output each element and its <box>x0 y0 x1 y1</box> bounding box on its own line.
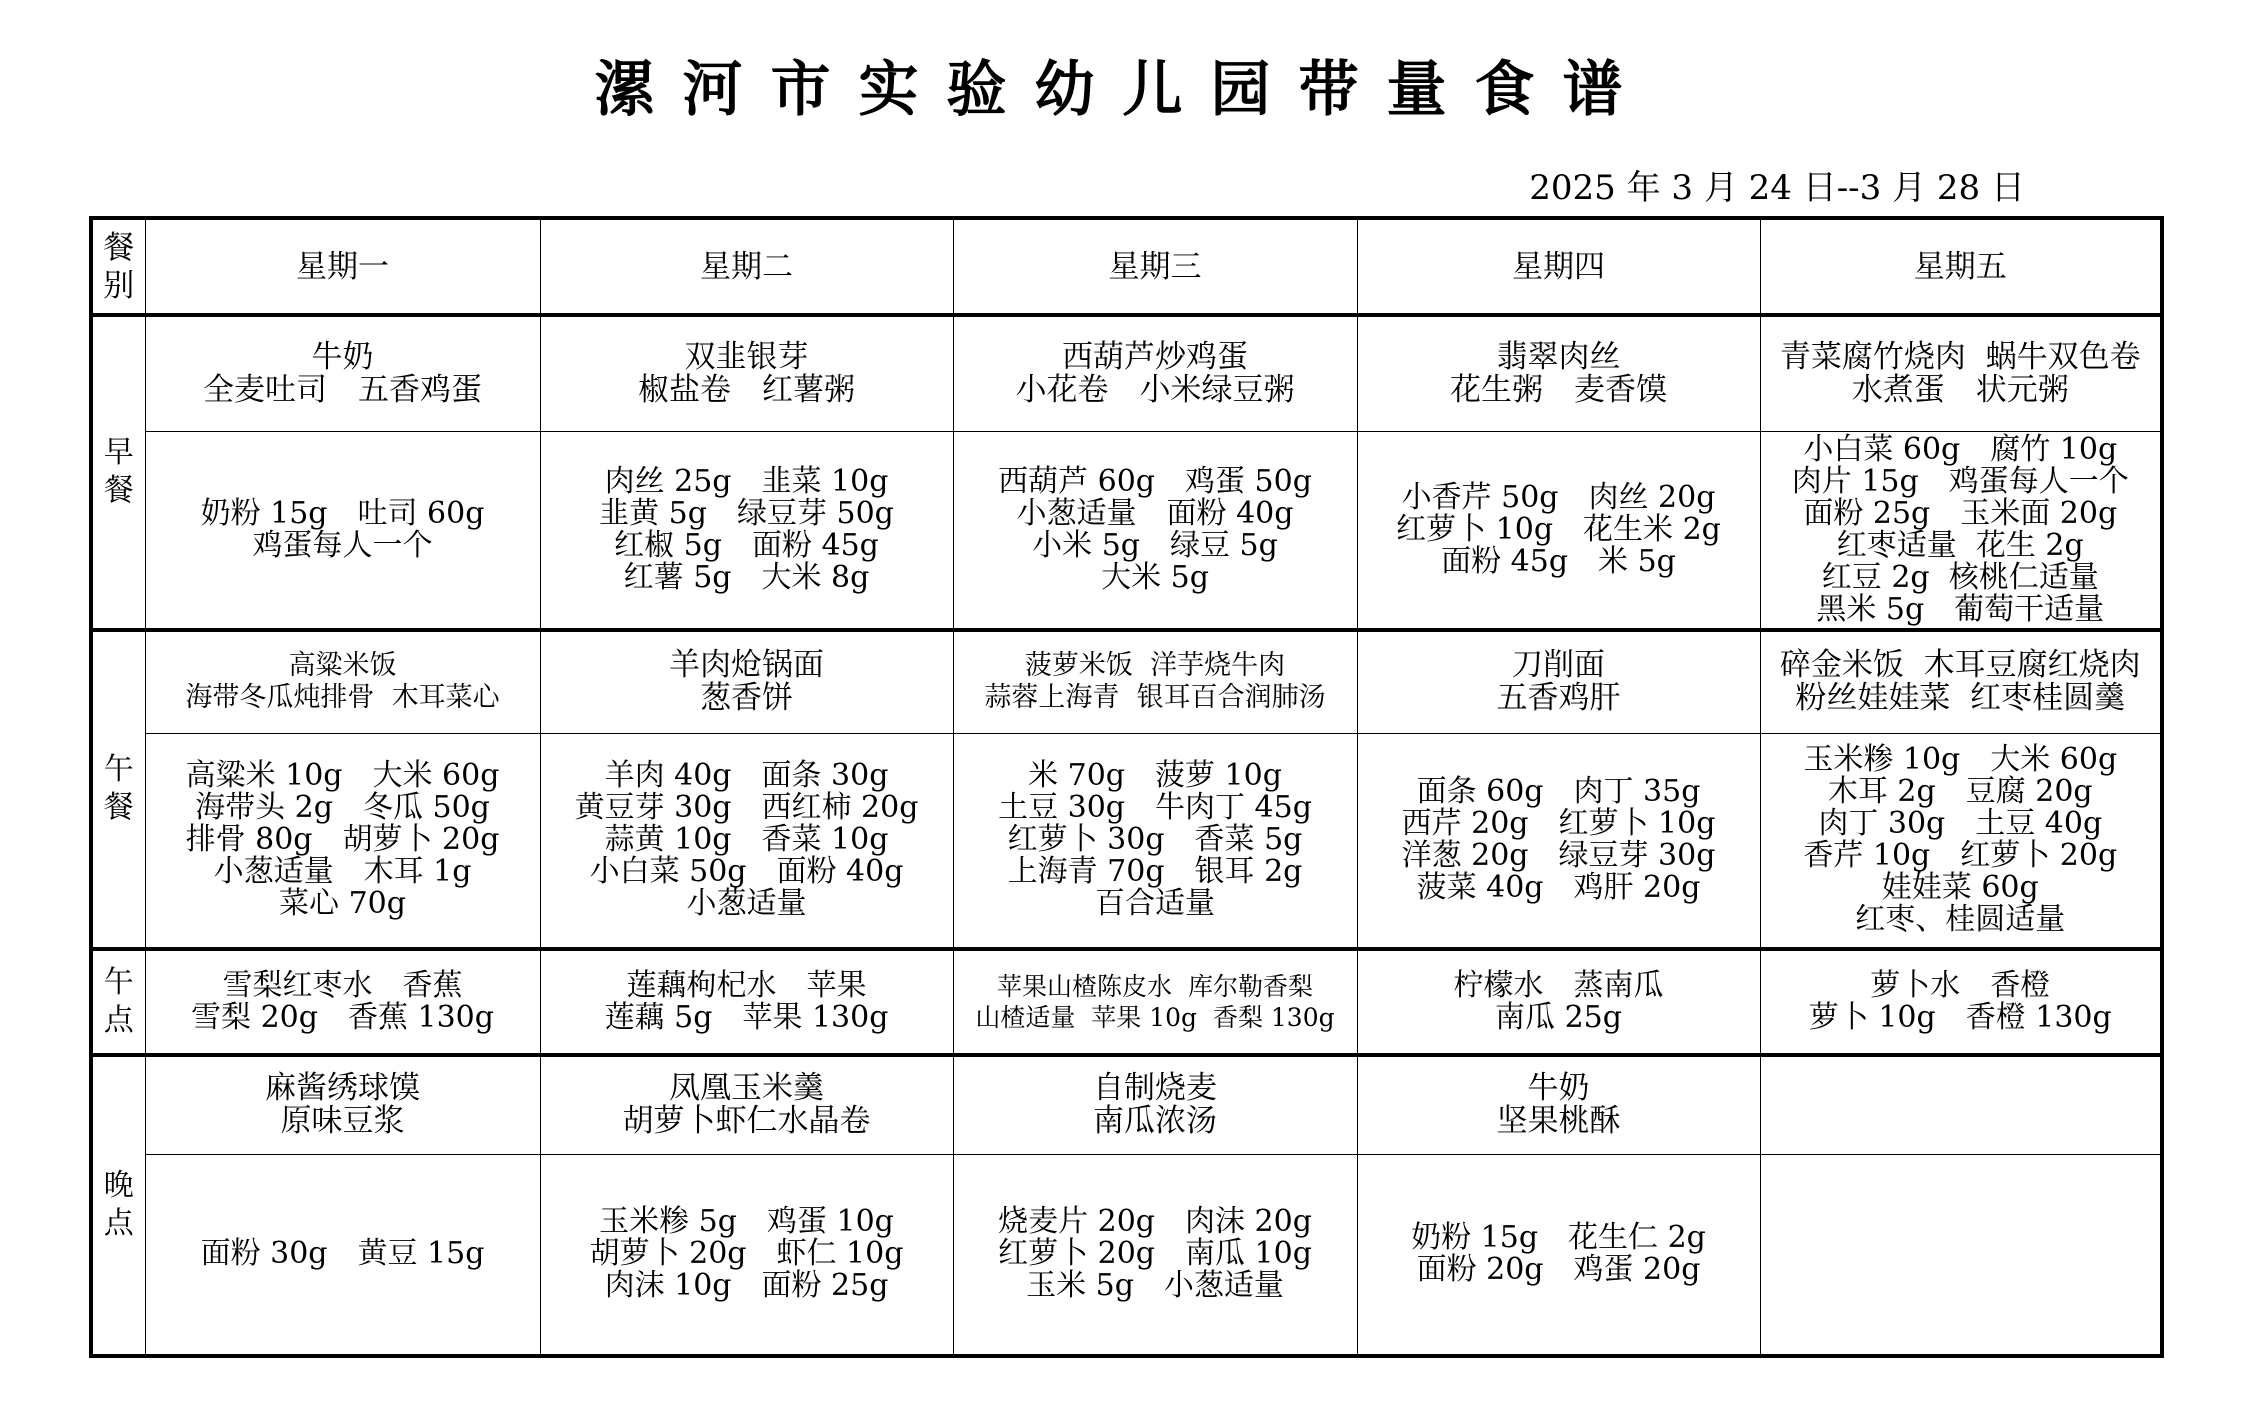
cell-line: 别 <box>103 267 135 304</box>
dinner-dish-wed <box>953 1055 1357 1155</box>
cell-line: 高粱米 10g 大米 60g <box>185 758 500 794</box>
cell-line: 凤凰玉米羹 <box>669 1070 824 1107</box>
breakfast-ingredients-thu <box>1357 431 1760 630</box>
snack-thu <box>1357 949 1760 1055</box>
lunch-dish-thu <box>1357 630 1760 734</box>
cell-line: 蒜黄 10g 香菜 10g <box>604 822 889 858</box>
day-wednesday: 星期三 <box>953 218 1357 315</box>
cell-line: 娃娃菜 60g <box>1881 870 2039 906</box>
cell-line: 羊肉炝锅面 <box>669 647 824 684</box>
cell-line: 玉米糁 5g 鸡蛋 10g <box>599 1204 894 1240</box>
dinner-ingredients-mon <box>145 1155 540 1356</box>
cell-line: 小白菜 50g 面粉 40g <box>589 854 904 890</box>
cell-line: 红豆 2g 核桃仁适量 <box>1821 559 2099 595</box>
breakfast-ingredients-tue <box>540 431 953 630</box>
lunch-ingredients-thu <box>1357 734 1760 949</box>
day-tuesday: 星期二 <box>540 218 953 315</box>
cell-line: 小葱适量 <box>686 886 807 922</box>
snack-tue <box>540 949 953 1055</box>
cell-line: 翡翠肉丝 <box>1496 338 1621 375</box>
cell-line: 莲藕 5g 苹果 130g <box>604 999 889 1035</box>
cell-line: 自制烧麦 <box>1093 1070 1217 1107</box>
cell-line: 晚 <box>103 1168 134 1203</box>
cell-line: 胡萝卜 20g 虾仁 10g <box>589 1236 904 1272</box>
cell-line: 柠檬水 蒸南瓜 <box>1453 967 1664 1003</box>
cell-line: 面粉 25g 玉米面 20g <box>1803 495 2118 531</box>
cell-line: 奶粉 15g 吐司 60g <box>200 495 485 531</box>
cell-line: 莲藕枸杞水 苹果 <box>626 967 867 1003</box>
cell-line: 点 <box>103 1206 134 1241</box>
cell-line: 小葱适量 面粉 40g <box>1016 495 1294 531</box>
cell-line: 椒盐卷 红薯粥 <box>638 371 855 408</box>
cell-line: 羊肉 40g 面条 30g <box>604 758 889 794</box>
cell-line: 水煮蛋 状元粥 <box>1851 371 2069 408</box>
lunch-dish-row <box>91 630 2162 734</box>
header-row <box>91 218 2162 315</box>
meal-label-lunch <box>91 630 145 949</box>
cell-line: 牛奶 <box>311 338 374 375</box>
cell-line: 菠菜 40g 鸡肝 20g <box>1416 870 1701 906</box>
cell-line: 五香鸡肝 <box>1496 680 1621 717</box>
cell-line: 奶粉 15g 花生仁 2g <box>1411 1220 1706 1256</box>
cell-line: 红椒 5g 面粉 45g <box>614 527 879 563</box>
cell-line: 萝卜 10g 香橙 130g <box>1808 999 2112 1035</box>
cell-line: 洋葱 20g 绿豆芽 30g <box>1401 838 1716 874</box>
cell-line: 萝卜水 香橙 <box>1870 967 2051 1003</box>
cell-line: 餐 <box>103 790 134 825</box>
day-friday: 星期五 <box>1760 218 2162 315</box>
dinner-dish-row <box>91 1055 2162 1155</box>
cell-line: 百合适量 <box>1095 886 1215 922</box>
dinner-dish-tue <box>540 1055 953 1155</box>
day-thursday: 星期四 <box>1357 218 1760 315</box>
cell-line: 海带头 2g 冬瓜 50g <box>195 790 490 826</box>
cell-line: 木耳 2g 豆腐 20g <box>1827 774 2093 810</box>
cell-line: 花生粥 麦香馍 <box>1450 371 1667 408</box>
cell-line: 红薯 5g 大米 8g <box>623 559 870 595</box>
cell-line: 餐 <box>103 473 134 509</box>
meal-label-breakfast <box>91 315 145 630</box>
cell-line: 红萝卜 20g 南瓜 10g <box>998 1236 1312 1272</box>
lunch-ingredients-fri <box>1760 734 2162 949</box>
meal-label-dinner <box>91 1055 145 1356</box>
cell-line: 菠萝米饭 洋芋烧牛肉 <box>1024 650 1286 682</box>
breakfast-dish-tue <box>540 315 953 431</box>
cell-line: 牛奶 <box>1527 1070 1590 1107</box>
menu-table <box>89 216 2164 1358</box>
cell-line: 南瓜 25g <box>1495 999 1622 1035</box>
cell-line: 蒜蓉上海青 银耳百合润肺汤 <box>984 682 1326 714</box>
snack-mon <box>145 949 540 1055</box>
dinner-ingredient-row <box>91 1155 2162 1356</box>
cell-line: 排骨 80g 胡萝卜 20g <box>185 822 500 858</box>
cell-line: 青菜腐竹烧肉 蜗牛双色卷 <box>1779 338 2141 375</box>
cell-line: 肉沫 10g 面粉 25g <box>604 1268 889 1304</box>
cell-line: 苹果山楂陈皮水 库尔勒香梨 <box>997 971 1313 1001</box>
lunch-ingredients-wed <box>953 734 1357 949</box>
lunch-dish-tue <box>540 630 953 734</box>
cell-line: 黑米 5g 葡萄干适量 <box>1816 591 2105 627</box>
cell-line: 午 <box>103 752 134 787</box>
breakfast-dish-thu <box>1357 315 1760 431</box>
cell-line: 早 <box>103 435 134 471</box>
lunch-ingredients-tue <box>540 734 953 949</box>
snack-row <box>91 949 2162 1055</box>
breakfast-dish-fri <box>1760 315 2162 431</box>
cell-line: 大米 5g <box>1101 559 1209 595</box>
cell-line: 午 <box>103 964 134 1000</box>
cell-line: 鸡蛋每人一个 <box>252 527 433 563</box>
cell-line: 刀削面 <box>1512 647 1605 684</box>
cell-line: 土豆 30g 牛肉丁 45g <box>998 790 1312 826</box>
lunch-ingredient-row <box>91 734 2162 949</box>
cell-line: 山楂适量 苹果 10g 香梨 130g <box>975 1002 1335 1032</box>
cell-line: 原味豆浆 <box>280 1103 405 1140</box>
cell-line: 西芹 20g 红萝卜 10g <box>1401 806 1716 842</box>
cell-line: 米 70g 菠萝 10g <box>1028 758 1282 794</box>
cell-line: 香芹 10g 红萝卜 20g <box>1803 838 2118 874</box>
dinner-dish-fri <box>1760 1055 2162 1155</box>
lunch-dish-wed <box>953 630 1357 734</box>
cell-line: 玉米糁 10g 大米 60g <box>1803 742 2118 778</box>
cell-line: 面粉 20g 鸡蛋 20g <box>1416 1252 1701 1288</box>
breakfast-dish-mon <box>145 315 540 431</box>
cell-line: 小花卷 小米绿豆粥 <box>1015 371 1295 408</box>
cell-line: 红萝卜 30g 香菜 5g <box>1007 822 1303 858</box>
cell-line: 黄豆芽 30g 西红柿 20g <box>574 790 919 826</box>
cell-line: 小葱适量 木耳 1g <box>213 854 472 890</box>
cell-line: 胡萝卜虾仁水晶卷 <box>622 1103 871 1140</box>
dinner-ingredients-thu <box>1357 1155 1760 1356</box>
cell-line: 粉丝娃娃菜 红枣桂圆羹 <box>1795 680 2126 717</box>
dinner-ingredients-wed <box>953 1155 1357 1356</box>
cell-line: 餐 <box>103 229 135 266</box>
cell-line: 小米 5g 绿豆 5g <box>1032 527 1278 563</box>
cell-line: 烧麦片 20g 肉沫 20g <box>998 1204 1312 1240</box>
day-monday: 星期一 <box>145 218 540 315</box>
cell-line: 全麦吐司 五香鸡蛋 <box>203 371 482 408</box>
breakfast-dish-row <box>91 315 2162 431</box>
cell-line: 雪梨 20g 香蕉 130g <box>191 999 494 1035</box>
cell-line: 葱香饼 <box>700 680 793 717</box>
date-range: 2025 年 3 月 24 日--3 月 28 日 <box>1529 168 2025 208</box>
cell-line: 面粉 45g 米 5g <box>1441 543 1676 579</box>
cell-line: 点 <box>103 1002 134 1038</box>
cell-line: 小白菜 60g 腐竹 10g <box>1803 431 2118 467</box>
breakfast-ingredients-fri <box>1760 431 2162 630</box>
dinner-ingredients-tue <box>540 1155 953 1356</box>
cell-line: 麻酱绣球馍 <box>265 1070 420 1107</box>
cell-line: 小香芹 50g 肉丝 20g <box>1401 479 1716 515</box>
lunch-ingredients-mon <box>145 734 540 949</box>
cell-line: 肉片 15g 鸡蛋每人一个 <box>1791 463 2129 499</box>
cell-line: 坚果桃酥 <box>1496 1103 1621 1140</box>
cell-line: 双韭银芽 <box>684 338 809 375</box>
cell-line: 韭黄 5g 绿豆芽 50g <box>599 495 894 531</box>
breakfast-dish-wed <box>953 315 1357 431</box>
cell-line: 上海青 70g 银耳 2g <box>1007 854 1303 890</box>
lunch-dish-mon <box>145 630 540 734</box>
lunch-dish-fri <box>1760 630 2162 734</box>
cell-line: 西葫芦 60g 鸡蛋 50g <box>998 463 1312 499</box>
cell-line: 雪梨红枣水 香蕉 <box>222 967 463 1003</box>
cell-line: 肉丁 30g 土豆 40g <box>1818 806 2103 842</box>
cell-line: 高粱米饭 <box>288 650 397 682</box>
cell-line: 红枣、桂圆适量 <box>1855 902 2066 938</box>
snack-wed <box>953 949 1357 1055</box>
cell-line: 肉丝 25g 韭菜 10g <box>604 463 889 499</box>
breakfast-ingredients-mon <box>145 431 540 630</box>
cell-line: 南瓜浓汤 <box>1093 1103 1217 1140</box>
cell-line: 红枣适量 花生 2g <box>1836 527 2084 563</box>
dinner-ingredients-fri <box>1760 1155 2162 1356</box>
cell-line: 玉米 5g 小葱适量 <box>1026 1268 1284 1304</box>
cell-line: 碎金米饭 木耳豆腐红烧肉 <box>1779 647 2141 684</box>
cell-line: 菜心 70g <box>279 886 406 922</box>
dinner-dish-thu <box>1357 1055 1760 1155</box>
meal-label-snack <box>91 949 145 1055</box>
snack-fri <box>1760 949 2162 1055</box>
cell-line: 海带冬瓜炖排骨 木耳菜心 <box>185 682 500 714</box>
cell-line: 红萝卜 10g 花生米 2g <box>1396 511 1721 547</box>
cell-line: 面粉 30g 黄豆 15g <box>200 1236 485 1272</box>
breakfast-ingredients-wed <box>953 431 1357 630</box>
page-title: 漯河市实验幼儿园带量食谱 <box>594 55 1651 125</box>
cell-line: 西葫芦炒鸡蛋 <box>1062 338 1248 375</box>
meal-label-header <box>91 218 145 315</box>
cell-line: 面条 60g 肉丁 35g <box>1416 774 1701 810</box>
dinner-dish-mon <box>145 1055 540 1155</box>
breakfast-ingredient-row <box>91 431 2162 630</box>
